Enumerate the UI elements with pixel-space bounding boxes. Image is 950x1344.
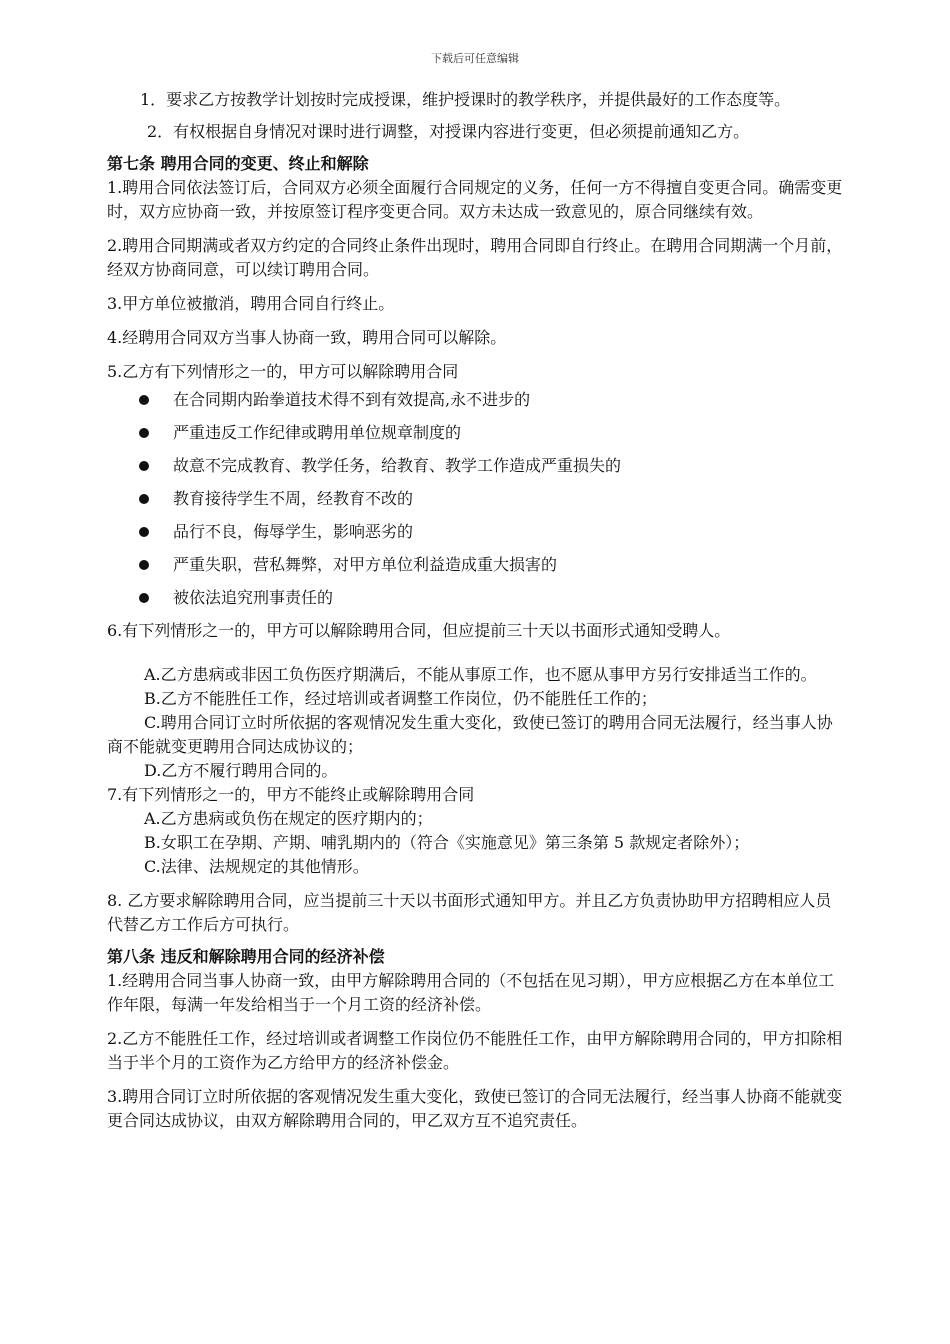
spacer [107, 643, 847, 663]
list-item [107, 421, 847, 454]
list-item-text: 教育接待学生不周，经教育不改的 [173, 489, 414, 508]
list-item [107, 454, 847, 487]
list-item-text: 被依法追究刑事责任的 [173, 588, 334, 607]
paragraph-duty-2: 2．有权根据自身情况对课时进行调整，对授课内容进行变更，但必须提前通知乙方。 [147, 122, 750, 141]
list-item-text: 故意不完成教育、教学任务，给教育、教学工作造成严重损失的 [173, 456, 622, 475]
item-6-sub-a: A.乙方患病或非因工负伤医疗期满后，不能从事原工作，也不愿从事甲方另行安排适当工作的。 [144, 665, 817, 684]
bullet-icon [139, 593, 149, 603]
article-7-item-3: 3.甲方单位被撤消，聘用合同自行终止。 [107, 294, 395, 313]
list-item [107, 586, 847, 619]
list-item-text: 在合同期内跆拳道技术得不到有效提高,永不进步的 [173, 390, 531, 409]
item-6-sub-b: B.乙方不能胜任工作，经过培训或者调整工作岗位，仍不能胜任工作的； [144, 689, 657, 708]
list-item-text: 品行不良，侮辱学生，影响恶劣的 [173, 522, 414, 541]
article-7-item-2: 2.聘用合同期满或者双方约定的合同终止条件出现时，聘用合同即自行终止。在聘用合同期满一个月前，经双方协商同意，可以续订聘用合同。 [107, 236, 843, 279]
item-7-sub-b: B.女职工在孕期、产期、哺乳期内的（符合《实施意见》第三条第 5 款规定者除外）； [144, 833, 750, 852]
bullet-icon [139, 461, 149, 471]
bullet-icon [139, 494, 149, 504]
item-7-sub-a: A.乙方患病或负伤在规定的医疗期内的； [144, 809, 433, 828]
article-7-item-1: 1.聘用合同依法签订后，合同双方必须全面履行合同规定的义务，任何一方不得擅自变更合同。确需变更时，双方应协商一致，并按原签订程序变更合同。双方未达成一致意见的，原合同继续有效。 [107, 178, 843, 221]
bullet-icon [139, 428, 149, 438]
article-7-item-5: 5.乙方有下列情形之一的，甲方可以解除聘用合同 [107, 362, 459, 381]
article-8-heading: 第八条 违反和解除聘用合同的经济补偿 [107, 947, 385, 966]
list-item-text: 严重违反工作纪律或聘用单位规章制度的 [173, 423, 462, 442]
list-item [107, 487, 847, 520]
article-8-item-3: 3.聘用合同订立时所依据的客观情况发生重大变化，致使已签订的合同无法履行，经当事人协商不能就变更合同达成协议，由双方解除聘用合同的，甲乙双方互不追究责任。 [107, 1087, 843, 1130]
page-header: 下载后可任意编辑 [431, 52, 519, 65]
list-item [107, 388, 847, 421]
item-6-sub-d: D.乙方不履行聘用合同的。 [144, 761, 338, 780]
termination-conditions-list [107, 388, 847, 619]
bullet-icon [139, 527, 149, 537]
list-item-text: 严重失职，营私舞弊，对甲方单位利益造成重大损害的 [173, 555, 558, 574]
article-7-item-4: 4.经聘用合同双方当事人协商一致，聘用合同可以解除。 [107, 328, 507, 347]
article-7-item-6: 6.有下列情形之一的，甲方可以解除聘用合同，但应提前三十天以书面形式通知受聘人。 [107, 621, 731, 640]
bullet-icon [139, 395, 149, 405]
article-7-heading: 第七条 聘用合同的变更、终止和解除 [107, 154, 369, 173]
article-8-item-1: 1.经聘用合同当事人协商一致，由甲方解除聘用合同的（不包括在见习期），甲方应根据乙方在本单位工作年限，每满一年发给相当于一个月工资的经济补偿。 [107, 971, 835, 1014]
document-body [107, 88, 847, 1133]
paragraph-duty-1: 1．要求乙方按教学计划按时完成授课，维护授课时的教学秩序，并提供最好的工作态度等。 [140, 90, 791, 109]
bullet-icon [139, 560, 149, 570]
list-item [107, 553, 847, 586]
article-7-item-8: 8. 乙方要求解除聘用合同，应当提前三十天以书面形式通知甲方。并且乙方负责协助甲方招聘相应人员代替乙方工作后方可执行。 [107, 891, 832, 934]
item-7-sub-c: C.法律、法规规定的其他情形。 [144, 857, 369, 876]
article-7-item-7: 7.有下列情形之一的，甲方不能终止或解除聘用合同 [107, 785, 475, 804]
article-8-item-2: 2.乙方不能胜任工作，经过培训或者调整工作岗位仍不能胜任工作，由甲方解除聘用合同的，甲方扣除相当于半个月的工资作为乙方给甲方的经济补偿金。 [107, 1029, 843, 1072]
list-item [107, 520, 847, 553]
item-6-sub-c: C.聘用合同订立时所依据的客观情况发生重大变化，致使已签订的聘用合同无法履行，经当事人协商不能就变更聘用合同达成协议的； [107, 713, 833, 756]
